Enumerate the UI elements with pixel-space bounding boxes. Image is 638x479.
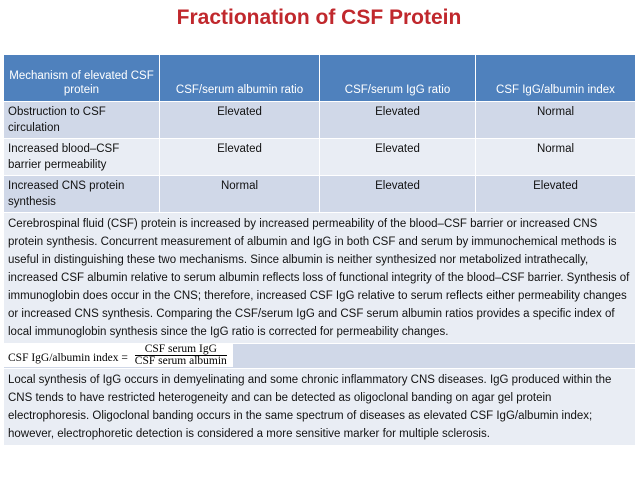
cell-value: Elevated xyxy=(160,139,320,176)
csf-protein-table xyxy=(3,54,636,446)
formula-row xyxy=(4,344,636,369)
header-mechanism: Mechanism of elevated CSF protein xyxy=(4,55,160,102)
cell-mechanism: Increased CNS protein synthesis xyxy=(4,176,160,213)
formula-fraction xyxy=(135,344,227,367)
explanation-paragraph: Cerebrospinal fluid (CSF) protein is increased by increased permeability of the blood–CSF barrier or increased CNS protein synthesis. Concurrent measurement of albumin and IgG in both CSF and serum by immunochemical methods is useful in distinguishing these two mechanisms. Since albumin is neither synthesized nor metabolized intrathecally, increased CSF albumin relative to serum albumin reflects loss of functional integrity of the blood–CSF barrier. Synthesis of immunoglobin does occur in the CNS; therefore, increased CSF IgG relative to serum reflects either permeability changes or increased CNS synthesis. Comparing the CSF/serum IgG and CSF serum albumin ratios provides a specific index of local immunoglobin synthesis since the IgG ratio is corrected for permeability changes. xyxy=(4,213,636,344)
formula-lhs: CSF IgG/albumin index = xyxy=(8,351,128,364)
table-row xyxy=(4,213,636,344)
cell-value: Normal xyxy=(476,102,636,139)
oligoclonal-paragraph: Local synthesis of IgG occurs in demyelinating and some chronic inflammatory CNS diseases. IgG produced within the CNS tends to have restricted heterogeneity and can be detected as oligoclonal banding on agar gel protein electrophoresis. Oligoclonal banding occurs in the same spectrum of diseases as elevated CSF IgG/albumin index; however, electrophoretic detection is considered a more sensitive marker for multiple sclerosis. xyxy=(4,369,636,446)
table-row xyxy=(4,369,636,446)
cell-mechanism: Increased blood–CSF barrier permeability xyxy=(4,139,160,176)
igg-albumin-index-formula xyxy=(4,344,233,367)
table-row xyxy=(4,102,636,139)
header-igg-ratio: CSF/serum IgG ratio xyxy=(320,55,476,102)
cell-value: Elevated xyxy=(160,102,320,139)
slide-title: Fractionation of CSF Protein xyxy=(176,6,462,29)
table-header-row xyxy=(4,55,636,102)
cell-value: Elevated xyxy=(320,102,476,139)
cell-value: Elevated xyxy=(320,176,476,213)
table-row xyxy=(4,139,636,176)
formula-numerator: CSF serum IgG xyxy=(135,344,227,356)
cell-value: Normal xyxy=(476,139,636,176)
cell-value: Normal xyxy=(160,176,320,213)
table-row xyxy=(4,176,636,213)
formula-denominator: CSF serum albumin xyxy=(134,355,227,367)
formula-cell xyxy=(4,344,636,369)
cell-value: Elevated xyxy=(476,176,636,213)
cell-mechanism: Obstruction to CSF circulation xyxy=(4,102,160,139)
header-igg-albumin-index: CSF IgG/albumin index xyxy=(476,55,636,102)
header-albumin-ratio: CSF/serum albumin ratio xyxy=(160,55,320,102)
cell-value: Elevated xyxy=(320,139,476,176)
